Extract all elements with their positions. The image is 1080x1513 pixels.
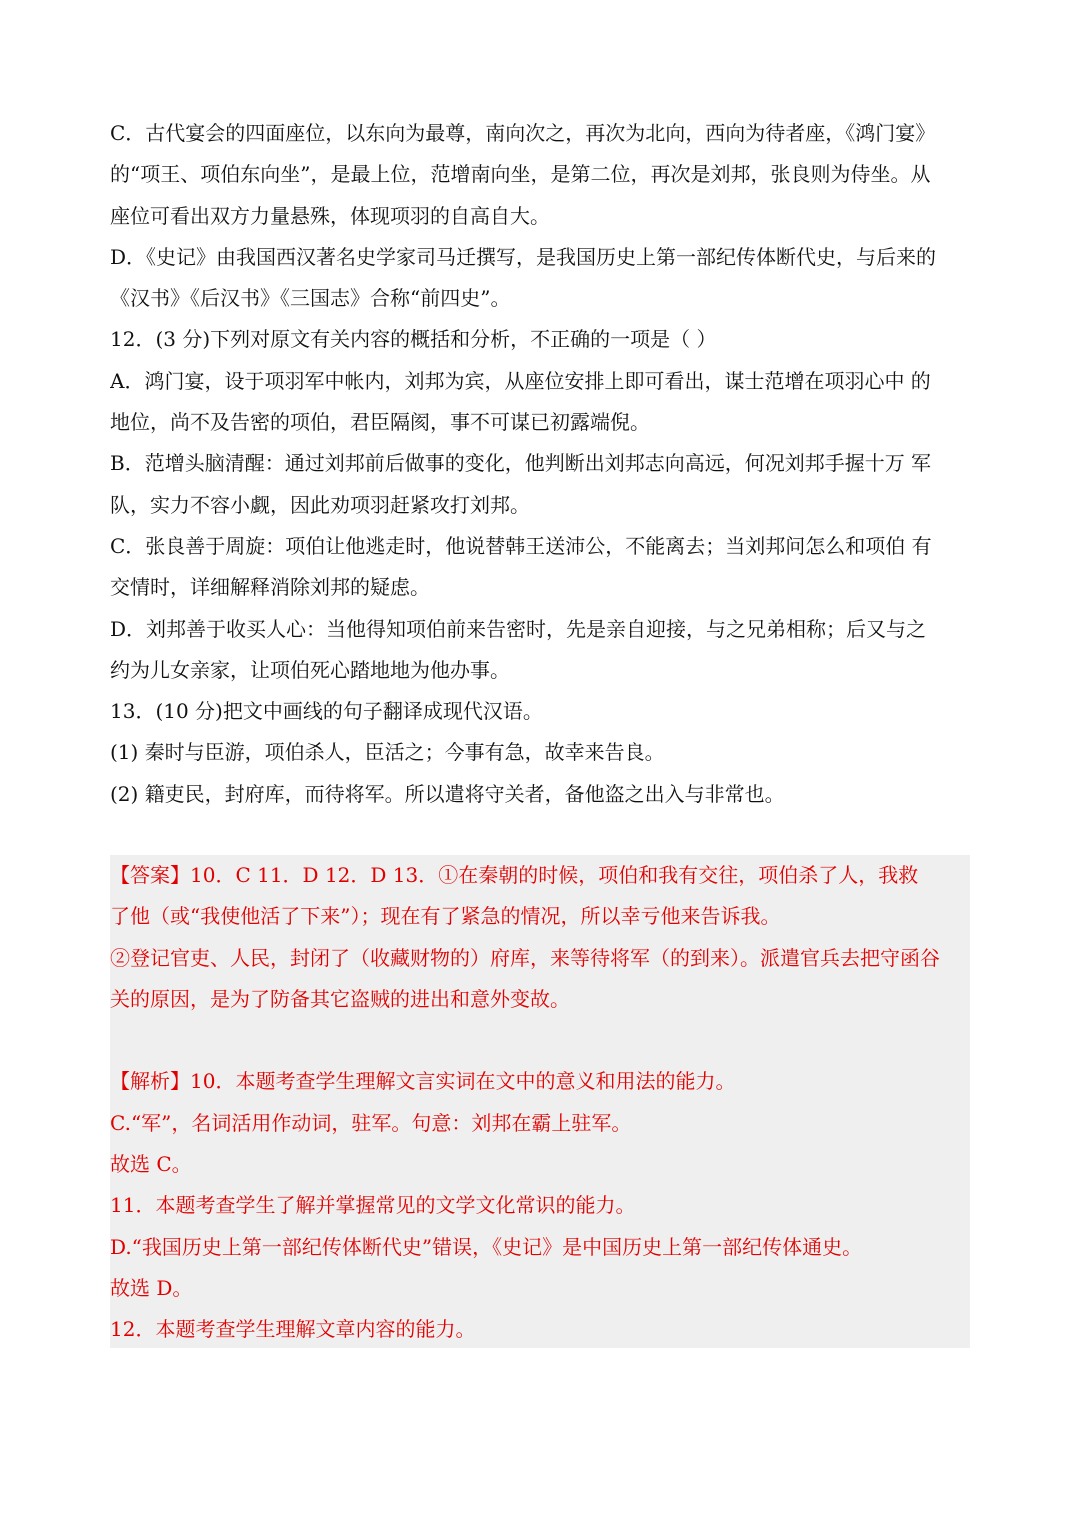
answer-analysis-section [110, 855, 970, 1351]
q12-option-d-line-1: D．刘邦善于收买人心：当他得知项伯前来告密时，先是亲自迎接，与之兄弟相称；后又与之 [110, 616, 927, 641]
analysis-line-3: 故选 C。 [110, 1152, 192, 1177]
analysis-line-1: 【解析】10．本题考查学生理解文言实词在文中的意义和用法的能力。 [110, 1069, 736, 1094]
q12-option-d-line-2: 约为儿女亲家，让项伯死心踏地地为他办事。 [110, 657, 510, 682]
q11-option-d-line-2: 《汉书》《后汉书》《三国志》合称“前四史”。 [110, 286, 511, 311]
analysis-line-5: D.“我国历史上第一部纪传体断代史”错误，《史记》是中国历史上第一部纪传体通史。 [110, 1234, 863, 1259]
q13-sentence-1: (1) 秦时与臣游，项伯杀人，臣活之；今事有急，故幸来告良。 [110, 740, 665, 765]
q11-option-c-line-1: C．古代宴会的四面座位，以东向为最尊，南向次之，再次为北向，西向为待者座，《鸿门宴》 [110, 121, 936, 145]
q13-sentence-2: (2) 籍吏民，封府库，而待将军。所以遣将守关者，备他盗之出入与非常也。 [110, 781, 785, 806]
question-section [110, 113, 970, 815]
q11-option-d-line-1: D．《史记》由我国西汉著名史学家司马迁撰写，是我国历史上第一部纪传体断代史，与后来的 [110, 244, 937, 269]
answer-analysis-gap [110, 1020, 970, 1061]
q13-stem: 13．(10 分)把文中画线的句子翻译成现代汉语。 [110, 699, 543, 724]
q12-option-c-line-1: C．张良善于周旋：项伯让他逃走时，他说替韩王送沛公，不能离去；当刘邦问怎么和项伯 有 [110, 533, 932, 558]
analysis-line-6: 故选 D。 [110, 1275, 193, 1300]
q11-option-c-line-3: 座位可看出双方力量悬殊，体现项羽的自高自大。 [110, 203, 550, 228]
q12-option-c-line-2: 交情时，详细解释消除刘邦的疑虑。 [110, 575, 430, 600]
answer-line-4: 关的原因，是为了防备其它盗贼的进出和意外变故。 [110, 986, 570, 1011]
q12-option-a-line-2: 地位，尚不及告密的项伯，君臣隔阂，事不可谋已初露端倪。 [110, 410, 650, 435]
analysis-line-4: 11．本题考查学生了解并掌握常见的文学文化常识的能力。 [110, 1193, 636, 1218]
q12-stem: 12．(3 分)下列对原文有关内容的概括和分析，不正确的一项是（ ） [110, 327, 717, 352]
q12-option-b-line-2: 队，实力不容小觑，因此劝项羽赶紧攻打刘邦。 [110, 492, 530, 517]
q12-option-b-line-1: B．范增头脑清醒：通过刘邦前后做事的变化，他判断出刘邦志向高远，何况刘邦手握十万 军 [110, 451, 932, 476]
analysis-line-2: C.“军”，名词活用作动词，驻军。句意：刘邦在霸上驻军。 [110, 1110, 632, 1135]
analysis-line-7: 12．本题考查学生理解文章内容的能力。 [110, 1317, 476, 1342]
answer-line-2: 了他（或“我使他活了下来”）；现在有了紧急的情况，所以幸亏他来告诉我。 [110, 904, 781, 929]
q12-option-a-line-1: A．鸿门宴，设于项羽军中帐内，刘邦为宾，从座位安排上即可看出，谋士范增在项羽心中 的 [110, 368, 931, 393]
answer-line-3: ②登记官吏、人民，封闭了（收藏财物的）府库，来等待将军（的到来）。派遣官兵去把守函谷 [110, 945, 940, 970]
answer-line-1: 【答案】10．C 11．D 12．D 13．①在秦朝的时候，项伯和我有交往，项伯杀了人，我救 [110, 863, 919, 887]
q11-option-c-line-2: 的“项王、项伯东向坐”，是最上位，范增南向坐，是第二位，再次是刘邦，张良则为侍坐。从 [110, 162, 931, 187]
